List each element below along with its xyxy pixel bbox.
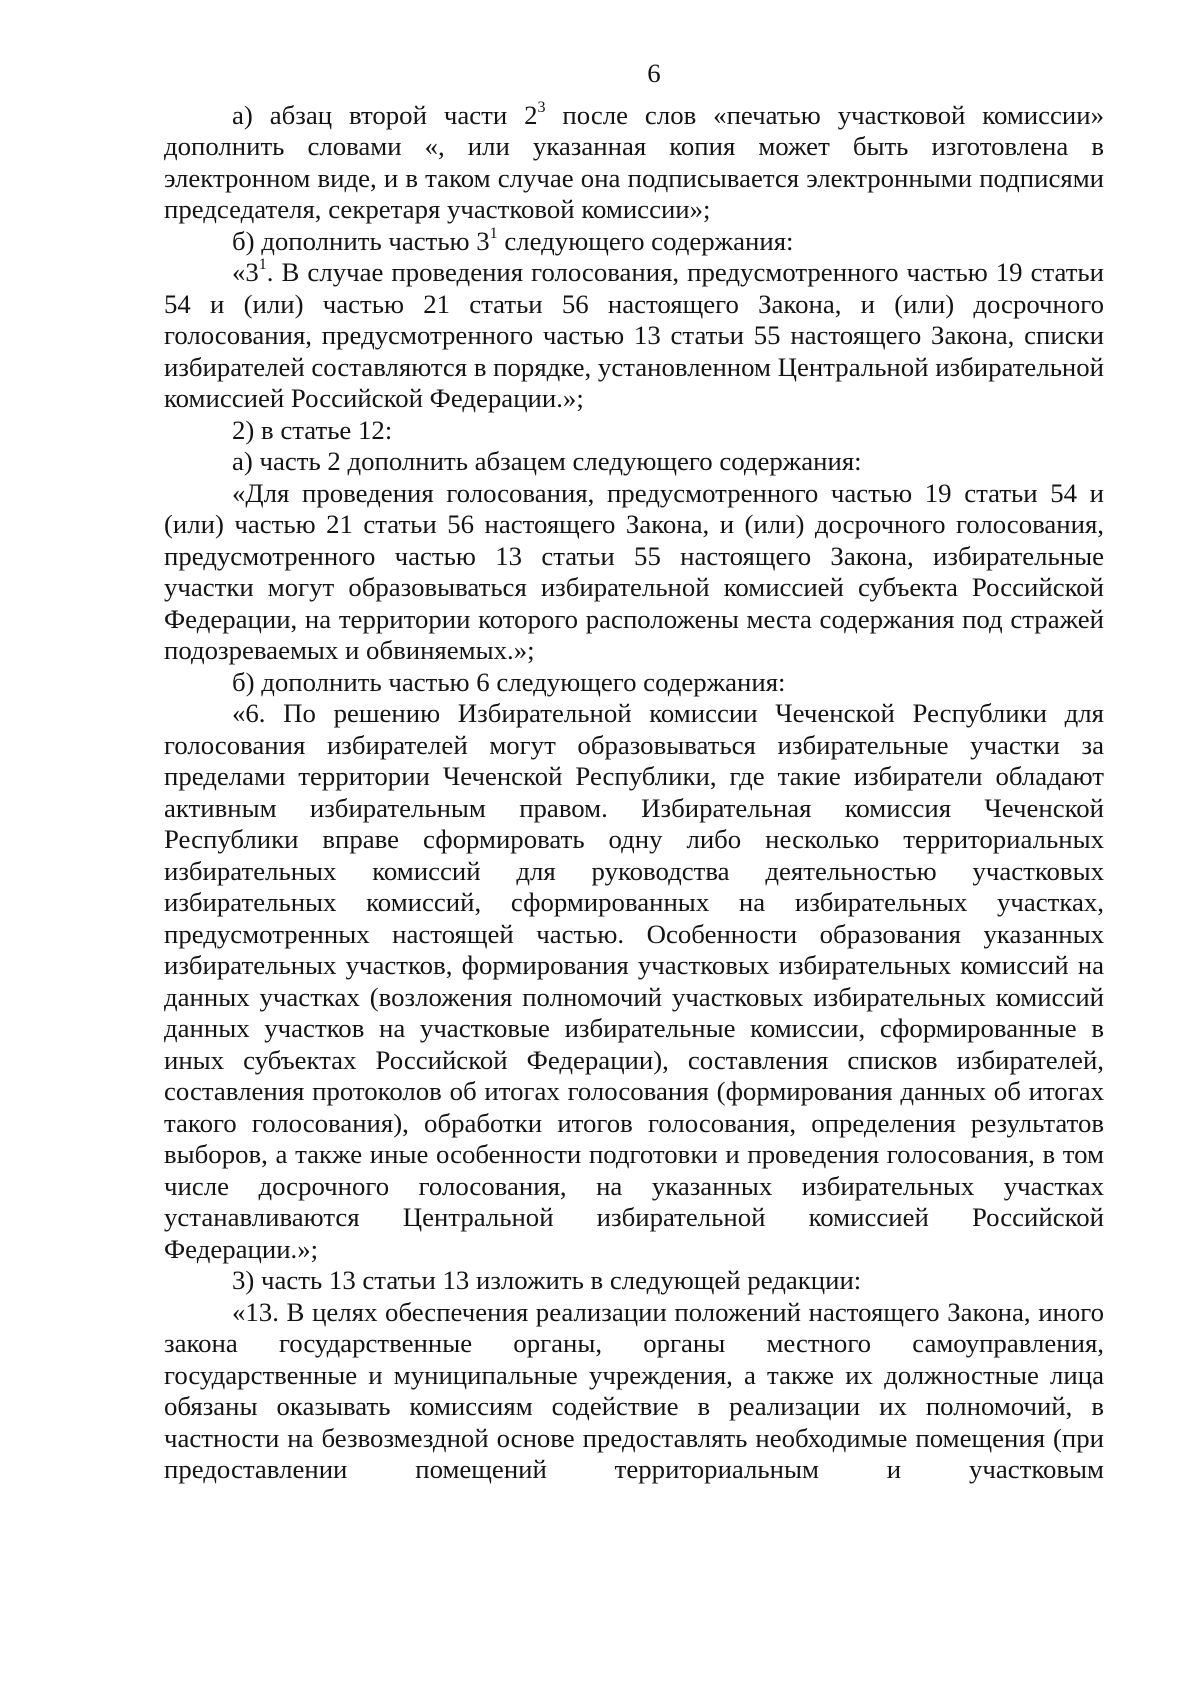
superscript-3: 3 xyxy=(537,98,546,116)
paragraph-9: 3) часть 13 статьи 13 изложить в следующей редакции: xyxy=(232,1265,862,1295)
paragraph-1-text: а) абзац второй части 2 xyxy=(232,99,538,130)
paragraph-4: 2) в статье 12: xyxy=(232,414,393,445)
paragraph-2-text-rest: следующего содержания: xyxy=(497,225,794,256)
paragraph-2-text: б) дополнить частью 3 xyxy=(232,225,490,256)
superscript-1: 1 xyxy=(489,224,498,242)
paragraph-5: а) часть 2 дополнить абзацем следующего содержания: xyxy=(232,446,862,476)
paragraph-3-text: «3 xyxy=(232,257,259,287)
paragraph-8: «6. По решению Избирательной комиссии Чеченской Республики для голосования избирателей могут образовываться избирательные участки за пределами территории Чеченской Республики, где такие избиратели обладают активным избирательным правом. Избирательная комиссия Чеченской Республики вправе сформировать одну либо несколько территориальных избирательных комиссий для руководства деятельностью участковых избирательных комиссий, сформированных на избирательных участках, предусмотренных настоящей частью. Особенности образования указанных избирательных участков, формирования участковых избирательных комиссий на данных участках (возложения полномочий участковых избирательных комиссий данных участков на участковые избирательные комиссии, сформированные в иных субъектах Российской Федерации), составления списков избирателей, составления протоколов об итогах голосования (формирования данных об итогах такого голосования), обработки итогов голосования, определения результатов выборов, а также иные особенности подготовки и проведения голосования, в том числе досрочного голосования, на указанных избирательных участках устанавливаются Центральной избирательной комиссией Российской Федерации.»; xyxy=(164,698,1104,1264)
paragraph-1 xyxy=(164,100,1104,226)
paragraph-7: б) дополнить частью 6 следующего содержания: xyxy=(232,666,786,697)
paragraph-1-text-rest: после слов «печатью участковой комиссии» дополнить словами «, или указанная копия может быть изготовлена в электронном виде, и в таком случае она подписывается электронными подписями председателя, секретаря участковой комиссии»; xyxy=(164,99,1104,224)
paragraph-3 xyxy=(164,257,1104,415)
paragraph-6: «Для проведения голосования, предусмотренного частью 19 статьи 54 и (или) частью 21 статьи 56 настоящего Закона, и (или) досрочного голосования, предусмотренного частью 13 статьи 55 настоящего Закона, избирательные участки могут образовываться избирательной комиссией субъекта Российской Федерации, на территории которого расположены места содержания под стражей подозреваемых и обвиняемых.»; xyxy=(164,477,1104,665)
paragraph-3-text-rest: . В случае проведения голосования, предусмотренного частью 19 статьи 54 и (или) частью 21 статьи 56 настоящего Закона, и (или) досрочного голосования, предусмотренного частью 13 статьи 55 настоящего Закона, списки избирателей составляются в порядке, установленном Центральной избирательной комиссией Российской Федерации.»; xyxy=(164,257,1104,413)
paragraph-2 xyxy=(164,226,1104,258)
page-number: 6 xyxy=(647,58,661,88)
paragraph-10: «13. В целях обеспечения реализации положений настоящего Закона, иного закона государственные органы, органы местного самоуправления, государственные и муниципальные учреждения, а также их должностные лица обязаны оказывать комиссиям содействие в реализации их полномочий, в частности на безвозмездной основе предоставлять необходимые помещения (при предоставлении помещений территориальным и участковым xyxy=(164,1296,1104,1484)
superscript-1b: 1 xyxy=(258,256,267,273)
